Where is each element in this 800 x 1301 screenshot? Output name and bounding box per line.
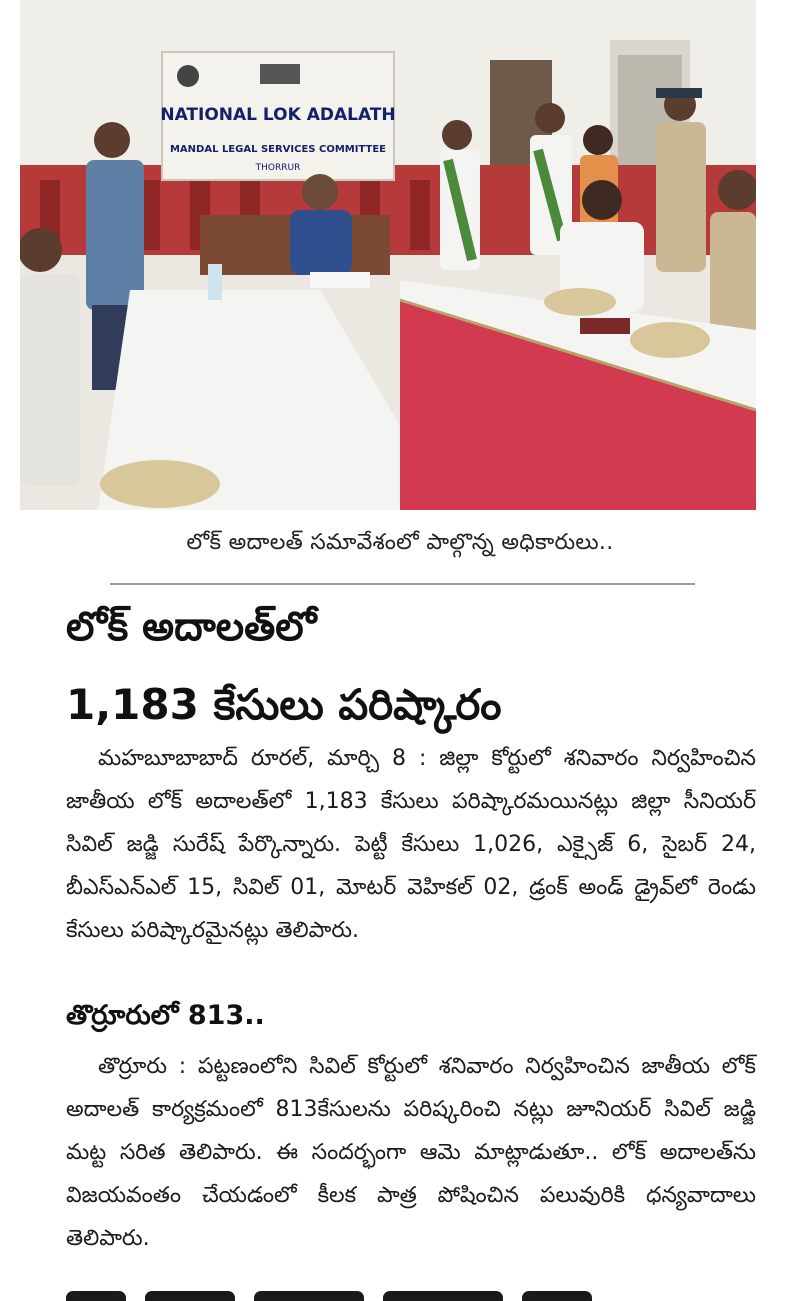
svg-text:NATIONAL LOK ADALATH: NATIONAL LOK ADALATH	[160, 105, 396, 125]
article-paragraph-1: మహబూబాబాద్ రూరల్, మార్చి 8 : జిల్లా కోర్టులో శనివారం నిర్వహించిన జాతీయ లోక్ అదాలత్‌లో 1,183 కేసులు పరిష్కారమయినట్లు జిల్లా సీనియర్ సివిల్ జడ్జి సురేష్ పేర్కొన్నారు. పెట్టీ కేసులు 1,026, ఎక్సైజ్ 6, సైబర్ 24, బీఎస్ఎన్ఎల్ 15, సివిల్ 01, మోటర్ వెహికల్ 02, డ్రంక్ అండ్ డ్రైవ్‌లో రెండు కేసులు పరిష్కారమైనట్లు తెలిపారు.	[66, 746, 756, 943]
article-paragraph-2: తొర్రూరు : పట్టణంలోని సివిల్ కోర్టులో శనివారం నిర్వహించిన జాతీయ లోక్ అదాలత్ కార్యక్రమంలో 813కేసులను పరిష్కరించి నట్లు జూనియర్ సివిల్ జడ్జి మట్ట సరిత తెలిపారు. ఈ సందర్భంగా ఆమె మాట్లాడుతూ.. లోక్ అదాలత్‌ను విజయవంతం చేయడంలో కీలక పాత్ర పోషించిన పలువురికి ధన్యవాదాలు తెలిపారు.	[66, 1054, 756, 1251]
banner	[160, 52, 395, 180]
svg-text:MANDAL LEGAL SERVICES COMMITTE: MANDAL LEGAL SERVICES COMMITTEE	[169, 144, 387, 155]
news-photo	[20, 0, 756, 510]
subheading: తొర్రూరులో 813..	[66, 1000, 265, 1031]
svg-text:THORRUR: THORRUR	[255, 163, 301, 173]
clipped-next-headline	[66, 1275, 626, 1301]
photo-caption: లోక్ అదాలత్ సమావేశంలో పాల్గొన్న అధికారులు..	[186, 530, 614, 555]
headline-line-2: 1,183 కేసులు పరిష్కారం	[66, 680, 502, 729]
lok-adalat-meeting-photo	[20, 0, 756, 510]
headline-line-1: లోక్ అదాలత్‌లో	[66, 604, 317, 650]
caption-divider	[110, 583, 695, 585]
